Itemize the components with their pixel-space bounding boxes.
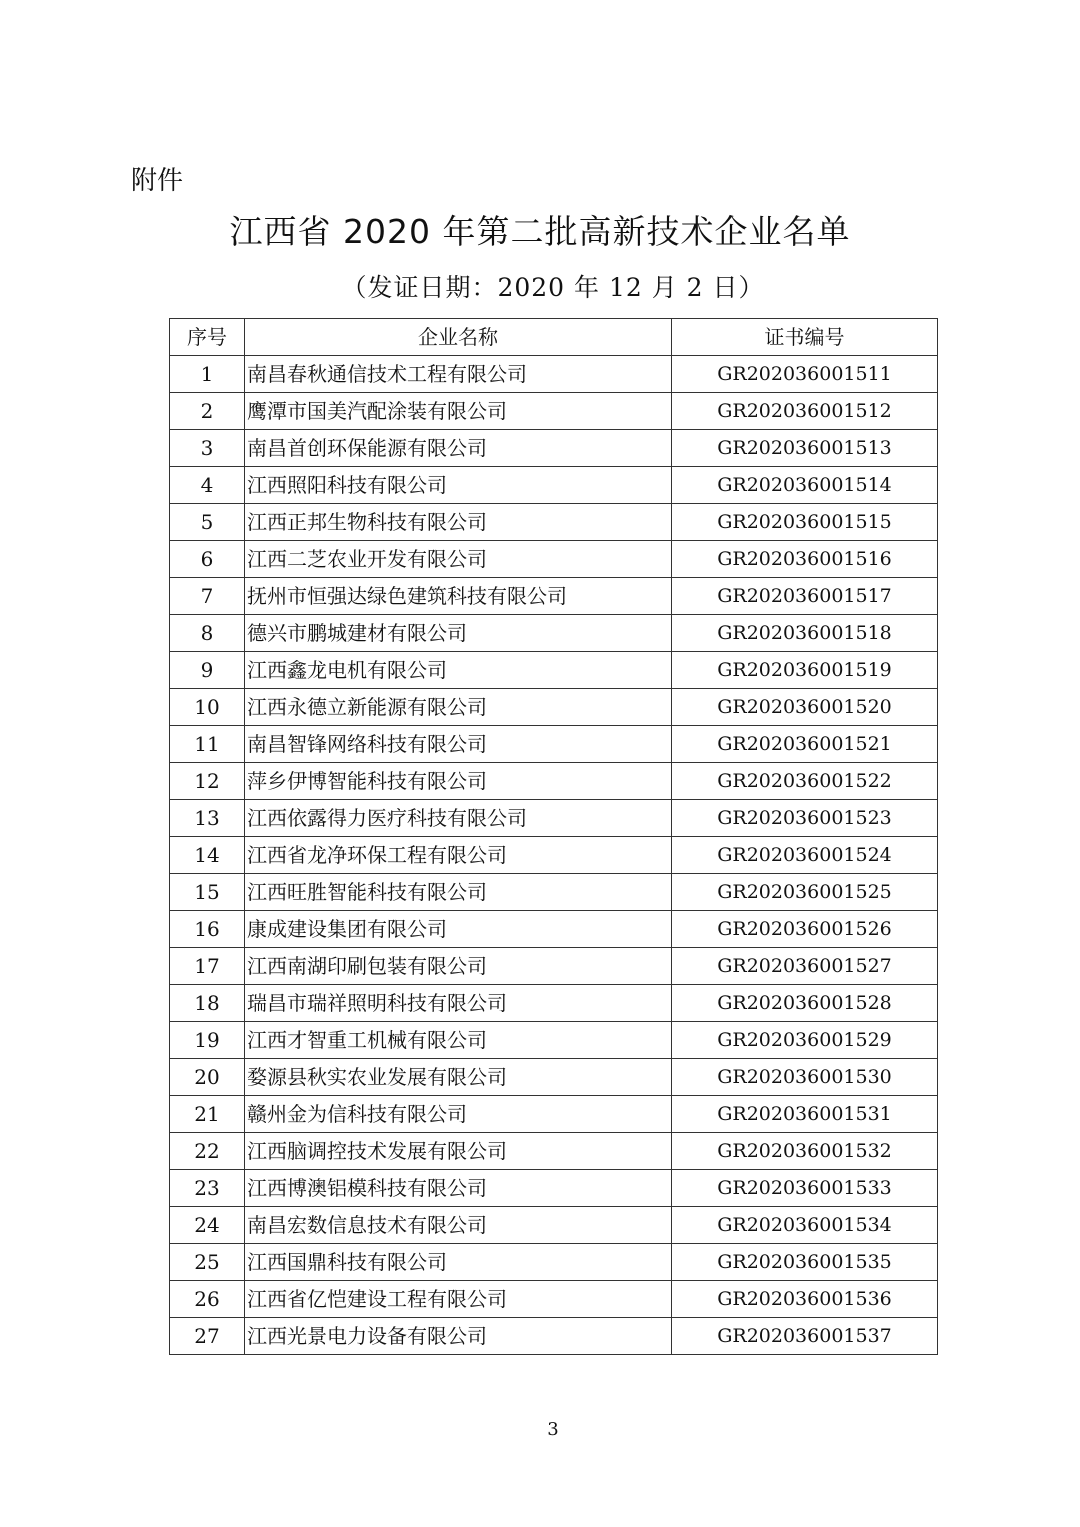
row-certificate-number-cell: GR202036001523 (672, 800, 938, 837)
row-serial-cell: 20 (170, 1059, 245, 1096)
row-certificate-number-cell: GR202036001529 (672, 1022, 938, 1059)
table-row (170, 1133, 938, 1170)
table-row (170, 615, 938, 652)
table-row (170, 985, 938, 1022)
row-enterprise-name-cell: 婺源县秋实农业发展有限公司 (245, 1059, 672, 1096)
row-serial-cell: 1 (170, 356, 245, 393)
table-row (170, 578, 938, 615)
row-enterprise-name-cell: 江西旺胜智能科技有限公司 (245, 874, 672, 911)
row-certificate-number-cell: GR202036001533 (672, 1170, 938, 1207)
table-body (170, 356, 938, 1355)
row-serial-cell: 9 (170, 652, 245, 689)
attachment-label: 附件 (131, 166, 184, 196)
row-serial-cell: 16 (170, 911, 245, 948)
enterprise-list-table (169, 318, 938, 1355)
table-row (170, 763, 938, 800)
row-enterprise-name-cell: 江西省龙净环保工程有限公司 (245, 837, 672, 874)
table-row (170, 1170, 938, 1207)
row-certificate-number-cell: GR202036001519 (672, 652, 938, 689)
row-serial-cell: 6 (170, 541, 245, 578)
row-enterprise-name-cell: 江西脑调控技术发展有限公司 (245, 1133, 672, 1170)
row-serial-cell: 24 (170, 1207, 245, 1244)
table-row (170, 1244, 938, 1281)
row-enterprise-name-cell: 江西国鼎科技有限公司 (245, 1244, 672, 1281)
table-row (170, 467, 938, 504)
row-enterprise-name-cell: 鹰潭市国美汽配涂装有限公司 (245, 393, 672, 430)
row-serial-cell: 23 (170, 1170, 245, 1207)
table-row (170, 504, 938, 541)
table-row (170, 948, 938, 985)
table-row (170, 726, 938, 763)
row-enterprise-name-cell: 南昌首创环保能源有限公司 (245, 430, 672, 467)
row-certificate-number-cell: GR202036001534 (672, 1207, 938, 1244)
column-header-certificate-number: 证书编号 (672, 319, 938, 356)
table-row (170, 356, 938, 393)
row-certificate-number-cell: GR202036001520 (672, 689, 938, 726)
row-serial-cell: 5 (170, 504, 245, 541)
row-certificate-number-cell: GR202036001524 (672, 837, 938, 874)
row-serial-cell: 4 (170, 467, 245, 504)
row-serial-cell: 8 (170, 615, 245, 652)
row-certificate-number-cell: GR202036001525 (672, 874, 938, 911)
row-enterprise-name-cell: 南昌春秋通信技术工程有限公司 (245, 356, 672, 393)
row-certificate-number-cell: GR202036001522 (672, 763, 938, 800)
row-certificate-number-cell: GR202036001517 (672, 578, 938, 615)
row-certificate-number-cell: GR202036001512 (672, 393, 938, 430)
table-row (170, 1059, 938, 1096)
table-row (170, 874, 938, 911)
row-enterprise-name-cell: 江西永德立新能源有限公司 (245, 689, 672, 726)
row-enterprise-name-cell: 江西鑫龙电机有限公司 (245, 652, 672, 689)
row-certificate-number-cell: GR202036001528 (672, 985, 938, 1022)
row-certificate-number-cell: GR202036001521 (672, 726, 938, 763)
issue-date-subtitle: （发证日期：2020 年 12 月 2 日） (341, 273, 765, 302)
table-header-row (170, 319, 938, 356)
row-enterprise-name-cell: 江西省亿恺建设工程有限公司 (245, 1281, 672, 1318)
row-serial-cell: 15 (170, 874, 245, 911)
table-row (170, 430, 938, 467)
row-certificate-number-cell: GR202036001516 (672, 541, 938, 578)
row-enterprise-name-cell: 赣州金为信科技有限公司 (245, 1096, 672, 1133)
row-enterprise-name-cell: 江西才智重工机械有限公司 (245, 1022, 672, 1059)
row-certificate-number-cell: GR202036001526 (672, 911, 938, 948)
row-enterprise-name-cell: 德兴市鹏城建材有限公司 (245, 615, 672, 652)
row-enterprise-name-cell: 萍乡伊博智能科技有限公司 (245, 763, 672, 800)
row-enterprise-name-cell: 南昌智锋网络科技有限公司 (245, 726, 672, 763)
row-enterprise-name-cell: 康成建设集团有限公司 (245, 911, 672, 948)
row-enterprise-name-cell: 江西光景电力设备有限公司 (245, 1318, 672, 1355)
column-header-enterprise-name: 企业名称 (245, 319, 672, 356)
row-serial-cell: 13 (170, 800, 245, 837)
table-row (170, 1022, 938, 1059)
row-enterprise-name-cell: 南昌宏数信息技术有限公司 (245, 1207, 672, 1244)
row-enterprise-name-cell: 抚州市恒强达绿色建筑科技有限公司 (245, 578, 672, 615)
row-serial-cell: 19 (170, 1022, 245, 1059)
table-row (170, 800, 938, 837)
row-certificate-number-cell: GR202036001527 (672, 948, 938, 985)
row-serial-cell: 22 (170, 1133, 245, 1170)
row-enterprise-name-cell: 江西南湖印刷包装有限公司 (245, 948, 672, 985)
table-row (170, 1096, 938, 1133)
table-row (170, 1281, 938, 1318)
table-row (170, 837, 938, 874)
table-row (170, 689, 938, 726)
row-certificate-number-cell: GR202036001537 (672, 1318, 938, 1355)
table-row (170, 1318, 938, 1355)
row-serial-cell: 27 (170, 1318, 245, 1355)
table-row (170, 652, 938, 689)
row-certificate-number-cell: GR202036001536 (672, 1281, 938, 1318)
row-serial-cell: 18 (170, 985, 245, 1022)
row-serial-cell: 12 (170, 763, 245, 800)
row-serial-cell: 7 (170, 578, 245, 615)
row-enterprise-name-cell: 江西正邦生物科技有限公司 (245, 504, 672, 541)
row-certificate-number-cell: GR202036001532 (672, 1133, 938, 1170)
table-row (170, 541, 938, 578)
row-certificate-number-cell: GR202036001535 (672, 1244, 938, 1281)
table-row (170, 393, 938, 430)
row-serial-cell: 21 (170, 1096, 245, 1133)
row-certificate-number-cell: GR202036001531 (672, 1096, 938, 1133)
row-serial-cell: 2 (170, 393, 245, 430)
row-certificate-number-cell: GR202036001513 (672, 430, 938, 467)
table-row (170, 911, 938, 948)
row-serial-cell: 3 (170, 430, 245, 467)
row-certificate-number-cell: GR202036001511 (672, 356, 938, 393)
row-serial-cell: 25 (170, 1244, 245, 1281)
row-certificate-number-cell: GR202036001530 (672, 1059, 938, 1096)
row-certificate-number-cell: GR202036001515 (672, 504, 938, 541)
row-enterprise-name-cell: 江西照阳科技有限公司 (245, 467, 672, 504)
table-row (170, 1207, 938, 1244)
page-number: 3 (547, 1419, 559, 1440)
row-serial-cell: 14 (170, 837, 245, 874)
row-enterprise-name-cell: 江西依露得力医疗科技有限公司 (245, 800, 672, 837)
row-serial-cell: 17 (170, 948, 245, 985)
column-header-serial: 序号 (170, 319, 245, 356)
row-serial-cell: 26 (170, 1281, 245, 1318)
row-enterprise-name-cell: 瑞昌市瑞祥照明科技有限公司 (245, 985, 672, 1022)
row-enterprise-name-cell: 江西二芝农业开发有限公司 (245, 541, 672, 578)
row-serial-cell: 11 (170, 726, 245, 763)
row-enterprise-name-cell: 江西博澳铝模科技有限公司 (245, 1170, 672, 1207)
row-certificate-number-cell: GR202036001518 (672, 615, 938, 652)
document-title: 江西省 2020 年第二批高新技术企业名单 (229, 212, 851, 251)
row-serial-cell: 10 (170, 689, 245, 726)
row-certificate-number-cell: GR202036001514 (672, 467, 938, 504)
